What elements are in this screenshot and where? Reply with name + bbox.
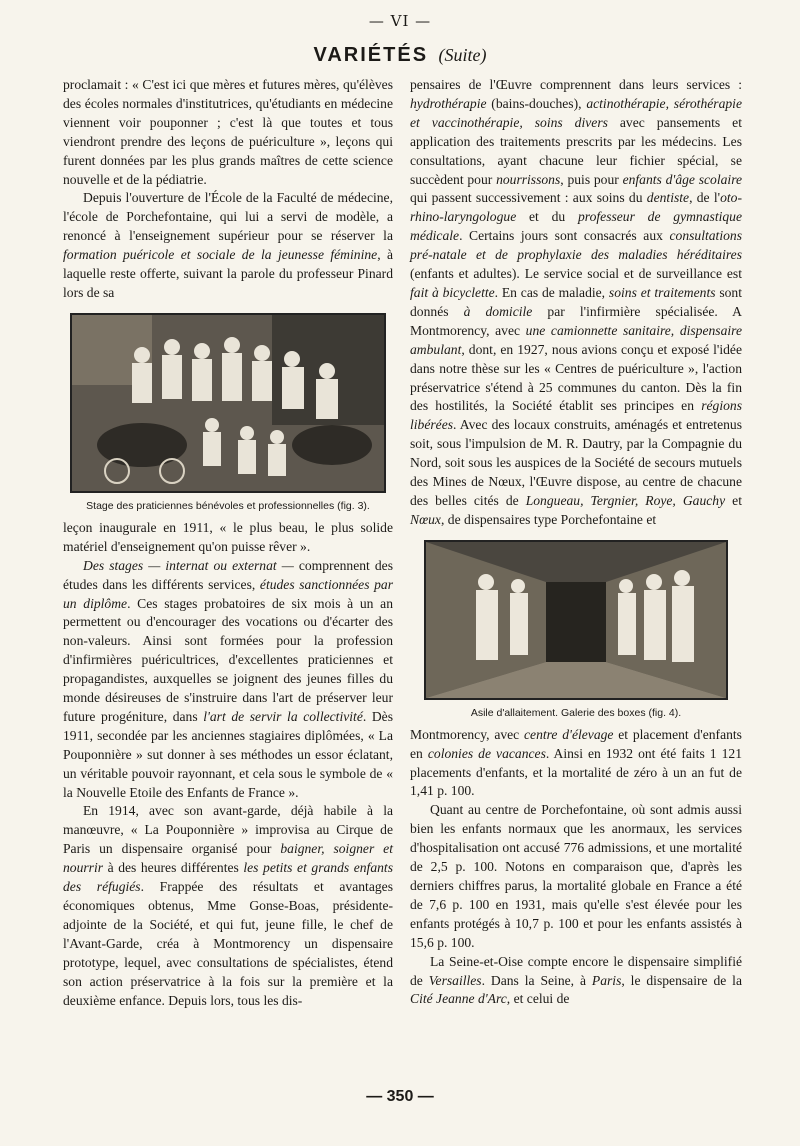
paragraph: pensaires de l'Œuvre comprennent dans leurs services : hydrothérapie (bains-douches), actinothérapie, sérothérapie et vaccinothérapie, soins divers avec pansements et application des traitements prescrits par les médecins. Les consultations, ayant chacune leur fichier spécial, se succèdent pour nourrissons, puis pour enfants d'âge scolaire qui passent successivement : aux soins du dentiste, de l'oto-rhino-laryngologue et du professeur de gymnastique médicale. Certains jours sont consacrés aux consultations pré-natale et de prophylaxie des maladies héréditaires (enfants et adultes). Le service social et de surveillance est fait à bicyclette. En cas de maladie, soins et traitements sont donnés à domicile par l'infirmière spécialisée. A Montmorency, avec une camionnette sanitaire, dispensaire ambulant, dont, en 1927, nous avions conçu et exposé l'idée dans notre thèse sur les « Centres de puériculture », l'action préservatrice s'étend à 25 communes du canton. Dès la fin des hostilités, la Société établit ses principes en régions libérées. Avec des locaux construits, aménagés et entretenus soit, sous l'impulsion de M. R. Dautry, par la Compagnie du Nord, soit sous les auspices de la Société de secours mutuels des Mines de Nœux, l'Œuvre dispose, au centre de chacune des belles cités de Longueau, Tergnier, Roye, Gauchy et Nœux, de dispensaires type Porchefontaine et bbox=[410, 77, 743, 527]
photo-group-of-nurses bbox=[70, 313, 386, 493]
section-title-suite: (Suite) bbox=[438, 45, 487, 65]
paragraph: leçon inaugurale en 1911, « le plus beau, le plus solide matériel d'enseignement qu'on puisse rêver ». bbox=[63, 519, 393, 554]
photo-illustration bbox=[72, 315, 384, 491]
section-title: VARIÉTÉS bbox=[313, 44, 429, 66]
figure-3-caption: Stage des praticiennes bénévoles et professionnelles (fig. 3). bbox=[86, 499, 370, 512]
right-column bbox=[410, 76, 742, 1009]
paragraph: Quant au centre de Porchefontaine, où sont admis aussi bien les enfants normaux que les anormaux, les services d'hospitalisation ont accusé 776 admissions, et une mortalité de 2,5 p. 100. Notons en comparaison que, d'après les derniers chiffres parus, la mortalité globale en France a été de 7,6 p. 100 en 1931, mais qu'elle s'est élevée pour les enfants protégés à 10,7 p. 100 et pour les enfants assistés à 15,6 p. 100. bbox=[410, 802, 742, 950]
paragraph: Montmorency, avec centre d'élevage et placement d'enfants en colonies de vacances. Ainsi en 1932 ont été faits 1 121 placements d'enfants, et la mortalité de zéro à un an fut de 1,41 p. 100. bbox=[410, 726, 742, 799]
paragraph: Depuis l'ouverture de l'École de la Faculté de médecine, l'école de Porchefontaine, qui lui a servi de modèle, a renoncé à l'enseignement supérieur pour se réserver la formation puéricole et sociale de la jeunesse féminine, à laquelle reste offerte, suivant la parole du professeur Pinard lors de sa bbox=[63, 190, 393, 300]
page-number: — 350 — bbox=[366, 1088, 434, 1105]
left-column bbox=[63, 76, 393, 1010]
page-folio-roman: — VI — bbox=[368, 12, 432, 30]
paragraph: proclamait : « C'est ici que mères et futures mères, qu'élèves des écoles normales d'institutrices, qu'étudiants en médecine viennent voir pouponner ; c'est là que toutes et tous viendront prendre des leçons de puériculture », leçons qui furent données par les plus grands maîtres de cette science nouvelle et de la pédiatrie. bbox=[63, 77, 393, 187]
paragraph: En 1914, avec son avant-garde, déjà habile à la manœuvre, « La Pouponnière » improvisa au Cirque de Paris un dispensaire organisé pour baigner, soigner et nourrir à des heures différentes les petits et grands enfants des réfugiés. Frappée des résultats et avantages économiques obtenus, Mme Gonse-Boas, présidente-adjointe de la Société, et qui fut, jeune fille, le chef de l'Avant-Garde, créa à Montmorency un dispensaire prototype, lequel, avec consultations de spécialistes, étend son action préservatrice à la fois sur la première et la deuxième enfance. Depuis lors, tous les dis- bbox=[63, 803, 393, 1008]
photo-nursery-gallery bbox=[424, 540, 728, 700]
figure-3 bbox=[63, 313, 393, 513]
paragraph: La Seine-et-Oise compte encore le dispensaire simplifié de Versailles. Dans la Seine, à Paris, le dispensaire de la Cité Jeanne d'Arc, et celui de bbox=[410, 953, 742, 1007]
figure-4 bbox=[410, 540, 742, 720]
photo-illustration bbox=[426, 542, 726, 698]
figure-4-caption: Asile d'allaitement. Galerie des boxes (fig. 4). bbox=[470, 706, 682, 719]
section-heading bbox=[0, 44, 800, 67]
paragraph: Des stages — internat ou externat — comprennent des études dans les différents services, études sanctionnées par un diplôme. Ces stages probatoires de six mois à un an permettent ou d'encourager des vocations ou d'écarter des non-valeurs. Ainsi sont formées pour la profession d'infirmières puéricultrices, d'excellentes praticiennes et propagandistes, auxquelles se joignent des jeunes filles du monde désireuses de s'instruire dans l'art de préserver leur future progéniture, dans l'art de servir la collectivité. Dès 1911, secondée par les anciennes stagiaires diplômées, « La Pouponnière » sut donner à ses méthodes un essor éclatant, un véritable pouvoir rayonnant, et cela sous le symbole de « la Nouvelle Etoile des Enfants de France ». bbox=[63, 557, 393, 800]
